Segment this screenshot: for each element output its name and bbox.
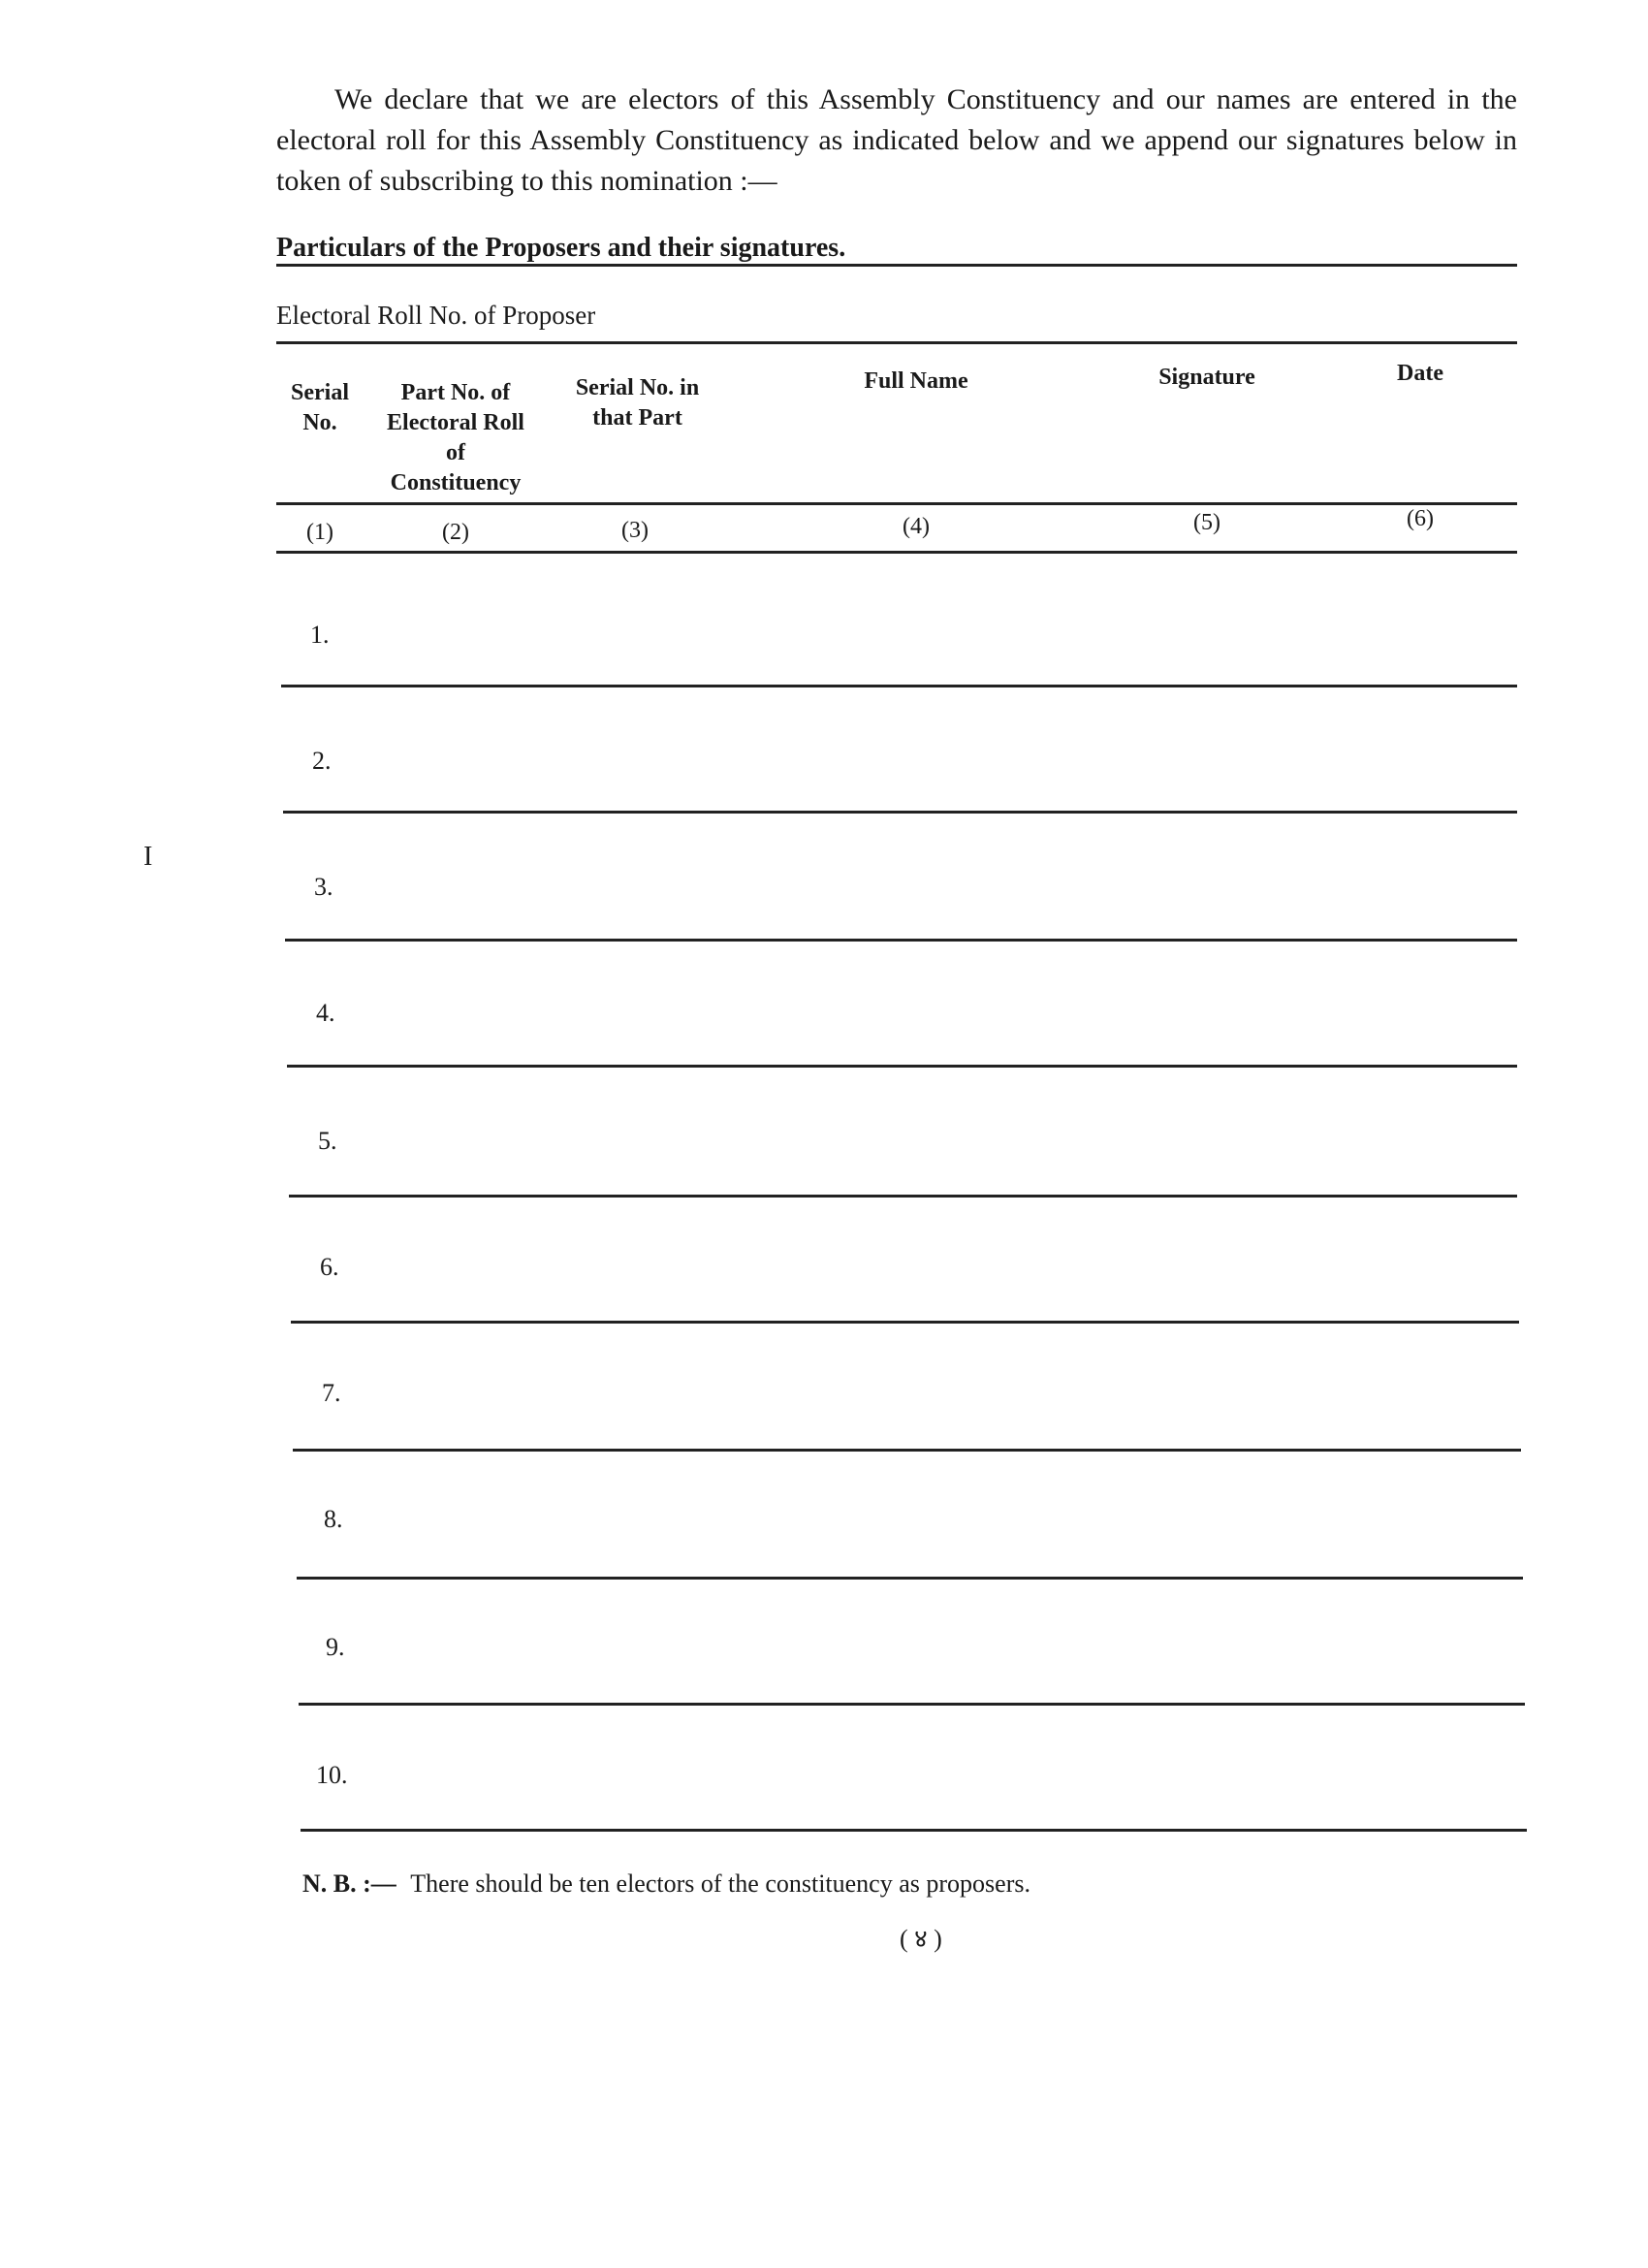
row-line <box>293 1449 1521 1452</box>
margin-mark: I <box>143 842 153 872</box>
proposer-row-number: 7. <box>322 1379 341 1407</box>
divider <box>276 551 1517 554</box>
column-number: (1) <box>306 520 333 545</box>
column-header-date: Date <box>1397 361 1443 386</box>
proposer-row-number: 1. <box>310 621 330 649</box>
proposer-row-number: 5. <box>318 1127 337 1155</box>
row-line <box>299 1703 1525 1706</box>
note-label: N. B. :— <box>302 1869 396 1898</box>
row-line <box>301 1829 1527 1832</box>
subsection-title: Electoral Roll No. of Proposer <box>276 301 596 330</box>
column-number: (6) <box>1407 506 1434 531</box>
proposer-row-number: 10. <box>316 1761 348 1789</box>
column-header-serial-in-part: Serial No. in that Part <box>575 375 700 431</box>
proposer-row-number: 2. <box>312 747 332 775</box>
column-header-full-name: Full Name <box>864 368 968 394</box>
row-line <box>281 685 1517 687</box>
page-number: ( ४ ) <box>900 1925 942 1953</box>
proposer-row-number: 3. <box>314 873 333 901</box>
note <box>302 1869 1030 1899</box>
divider <box>276 502 1517 505</box>
divider <box>276 264 1517 267</box>
column-number: (5) <box>1193 510 1220 535</box>
note-text: There should be ten electors of the constituency as proposers. <box>410 1869 1030 1898</box>
column-number: (4) <box>903 514 930 539</box>
column-header-signature: Signature <box>1158 365 1255 390</box>
proposer-row-number: 8. <box>324 1505 343 1533</box>
row-line <box>291 1321 1519 1324</box>
row-line <box>285 939 1517 942</box>
column-number: (3) <box>621 518 649 543</box>
proposer-row-number: 4. <box>316 999 335 1027</box>
row-line <box>289 1195 1517 1198</box>
divider <box>276 341 1517 344</box>
declaration-paragraph: We declare that we are electors of this Assembly Constituency and our names are entered in the electoral roll for this Assembly Constituency as indicated below and we append our signatures below in token of subscribing to this nomination :— <box>276 83 1517 197</box>
row-line <box>287 1065 1517 1068</box>
proposer-row-number: 9. <box>326 1633 345 1661</box>
row-line <box>283 811 1517 814</box>
column-header-serial-no: Serial No. <box>291 380 349 435</box>
row-line <box>297 1577 1523 1580</box>
column-header-part-no: Part No. of Electoral Roll of Constituency <box>387 380 524 495</box>
proposer-row-number: 6. <box>320 1253 339 1281</box>
column-number: (2) <box>442 520 469 545</box>
section-title: Particulars of the Proposers and their signatures. <box>276 233 846 263</box>
